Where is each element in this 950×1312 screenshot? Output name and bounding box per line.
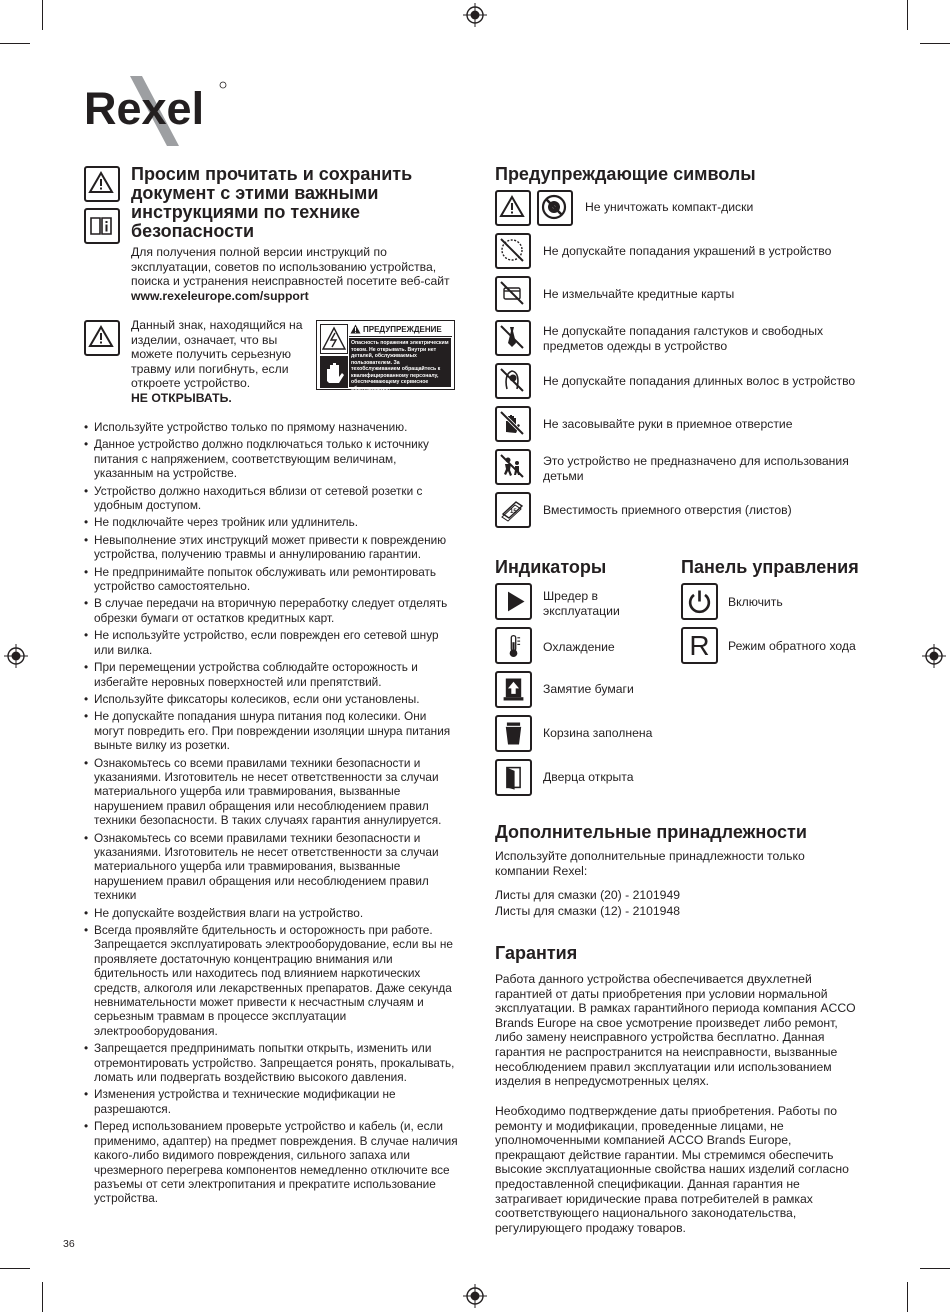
safety-bullet-item: • Не подключайте через тройник или удлинитель. — [84, 515, 459, 529]
accessory-item: Листы для смазки (12) - 2101948 — [495, 904, 681, 918]
no-long-hair-icon — [495, 363, 531, 399]
safety-bullet-item: • При перемещении устройства соблюдайте осторожность и избегайте неровных поверхностей или препятствий. — [84, 660, 459, 689]
bin-full-icon — [495, 715, 532, 752]
warranty-paragraph: Работа данного устройства обеспечивается двухлетней гарантией от даты приобретения при условии нормальной эксплуатации. В рамках гарантийного периода компания ACCO Brands Europe на свое усмотрение произведет либо ремонт, либо замену неисправного устройства бесплатно. Данная гарантия не распространится на неисправности, вызванные несоблюдением правил эксплуатации или использованием изделия в непредусмотренных целях. — [495, 972, 856, 1089]
safety-intro: Для получения полной версии инструкций по эксплуатации, советов по использованию устройства, поиска и устранения неисправностей посетите веб-сайт www.rexeleurope.com/support — [131, 245, 450, 303]
safety-bullet-list — [84, 420, 459, 1209]
no-tie-icon — [495, 320, 531, 356]
safety-bullet-item: • Не допускайте попадания шнура питания под колесики. Они могут повредить его. При повреждении изоляции шнура питания выньте вилку из розетки. — [84, 709, 459, 752]
sheet-capacity-icon — [495, 492, 531, 528]
rexel-logo — [84, 76, 229, 146]
paper-jam-icon — [495, 671, 532, 708]
symbol-label: Не измельчайте кредитные карты — [543, 287, 735, 301]
play-icon — [495, 583, 532, 620]
control-panel-title: Панель управления — [681, 557, 859, 577]
do-not-open: НЕ ОТКРЫВАТЬ. — [131, 390, 232, 405]
accessory-item: Листы для смазки (20) - 2101949 — [495, 888, 681, 902]
warranty-title: Гарантия — [495, 943, 578, 963]
no-hands-icon — [495, 406, 531, 442]
power-icon — [681, 583, 718, 620]
symbol-label: Это устройство не предназначено для использования детьми — [543, 454, 849, 483]
label-text: Опасность поражения электрическим током. Не открывать. Внутри нет деталей, обслуживаемых пользователем. За техобслуживанием обращайтесь к квалифицированному персоналу, обеспечивающему сервисное обслуживание. — [351, 340, 449, 392]
indicator-label: Замятие бумаги — [543, 682, 634, 696]
safety-bullet-item: • Изменения устройства и технические модификации не разрешаются. — [84, 1087, 459, 1116]
safety-bullet-item: • Невыполнение этих инструкций может привести к повреждению устройства, получению травмы и аннулированию гарантии. — [84, 533, 459, 562]
registration-mark-icon — [922, 644, 946, 668]
warning-label — [316, 320, 455, 390]
page-number: 36 — [63, 1238, 75, 1250]
crop-mark — [0, 43, 30, 44]
electric-shock-icon — [320, 324, 348, 354]
door-open-icon — [495, 759, 532, 796]
logo-text: Rexel — [84, 83, 205, 134]
indicator-label: Дверца открыта — [543, 770, 634, 784]
control-label: Включить — [728, 595, 783, 609]
indicator-label: Корзина заполнена — [543, 726, 653, 740]
label-title: ПРЕДУПРЕЖДЕНИЕ — [363, 325, 442, 334]
crop-mark — [920, 43, 950, 44]
symbol-label: Не допускайте попадания длинных волос в устройство — [543, 374, 856, 388]
warning-text: Данный знак, находящийся на изделии, означает, что вы можете получить серьезную травму или погибнуть, если откроете устройство. НЕ ОТКРЫВАТЬ. — [131, 318, 303, 405]
accessories-intro: Используйте дополнительные принадлежности только компании Rexel: — [495, 849, 805, 878]
warning-triangle-icon — [495, 190, 531, 226]
svg-text:15: 15 — [510, 509, 517, 515]
registration-mark-icon — [463, 1284, 487, 1308]
support-link[interactable]: www.rexeleurope.com/support — [131, 288, 309, 303]
symbol-label: Не уничтожать компакт-диски — [585, 200, 754, 214]
safety-bullet-item: • Перед использованием проверьте устройство и кабель (и, если применимо, адаптер) на предмет повреждения. В случае наличия какого-либо видимого повреждения, сильного запаха или чрезмерного перегрева компонентов немедленно отключите все разъемы от сети электропитания и прекратите использование устройства. — [84, 1119, 459, 1205]
safety-bullet-item: • Устройство должно находиться вблизи от сетевой розетки с удобным доступом. — [84, 484, 459, 513]
safety-bullet-item: • Ознакомьтесь со всеми правилами техники безопасности и указаниями. Изготовитель не несет ответственности за случаи материального ущерба или травмирования, вызванные нарушением правил обращения или несоблюдением правил техники безопасности. В таких случаях гарантия аннулируется. — [84, 756, 459, 828]
safety-bullet-item: • Данное устройство должно подключаться только к источнику питания с напряжением, соответствующим величинам, указанным на устройстве. — [84, 437, 459, 480]
registration-mark-icon — [463, 3, 487, 27]
hand-hazard-icon — [320, 356, 348, 388]
thermometer-icon — [495, 627, 532, 664]
symbol-label: Не засовывайте руки в приемное отверстие — [543, 417, 793, 431]
crop-mark — [42, 0, 43, 30]
safety-bullet-item: • Всегда проявляйте бдительность и осторожность при работе. Запрещается эксплуатировать электрооборудование, если вы не проявляете достаточную концентрацию внимания или бдительность или находитесь под влиянием наркотических средств, алкоголя или лекарственных препаратов. Даже секунда невнимательности может привести к несчастным случаям и серьезным травмам в процессе эксплуатации электрооборудования. — [84, 923, 459, 1038]
crop-mark — [0, 1268, 30, 1269]
safety-bullet-item: • Не используйте устройство, если поврежден его сетевой шнур или вилка. — [84, 628, 459, 657]
control-label: Режим обратного хода — [728, 639, 856, 653]
no-jewelry-icon — [495, 233, 531, 269]
symbol-label: Вместимость приемного отверстия (листов) — [543, 503, 792, 517]
reverse-icon — [681, 627, 718, 664]
symbols-title: Предупреждающие символы — [495, 164, 756, 184]
no-children-icon — [495, 449, 531, 485]
registration-mark-icon — [4, 644, 28, 668]
crop-mark — [920, 1268, 950, 1269]
safety-bullet-item: • Используйте устройство только по прямому назначению. — [84, 420, 459, 434]
crop-mark — [907, 0, 908, 30]
indicators-title: Индикаторы — [495, 557, 607, 577]
symbol-label: Не допускайте попадания украшений в устройство — [543, 244, 832, 258]
warning-triangle-icon — [350, 324, 361, 334]
symbol-label: Не допускайте попадания галстуков и свободных предметов одежды в устройство — [543, 324, 824, 353]
indicator-label: Шредер в эксплуатации — [543, 589, 620, 618]
safety-bullet-item: • Ознакомьтесь со всеми правилами техники безопасности и указаниями. Изготовитель не несет ответственности за случаи материального ущерба или травмирования, вызванные нарушением правил обращения или несоблюдением правил техники — [84, 831, 459, 903]
safety-bullet-item: • В случае передачи на вторичную переработку следует отделять обрезки бумаги от остатков кредитных карт. — [84, 596, 459, 625]
no-credit-card-icon — [495, 276, 531, 312]
reverse-glyph: R — [689, 630, 710, 661]
crop-mark — [907, 1282, 908, 1312]
no-cd-icon — [537, 190, 573, 226]
safety-title: Просим прочитать и сохранить документ с этими важными инструкциями по технике безопасности — [131, 164, 413, 241]
safety-bullet-item: • Не допускайте воздействия влаги на устройство. — [84, 906, 459, 920]
warning-triangle-icon — [84, 166, 120, 202]
safety-bullet-item: • Запрещается предпринимать попытки открыть, изменить или отремонтировать устройство. Запрещается ронять, прокалывать, ломать или подвергать воздействию высокого давления. — [84, 1041, 459, 1084]
indicator-label: Охлаждение — [543, 640, 615, 654]
crop-mark — [42, 1282, 43, 1312]
read-manual-icon — [84, 208, 120, 244]
safety-bullet-item: • Не предпринимайте попыток обслуживать или ремонтировать устройство самостоятельно. — [84, 565, 459, 594]
safety-bullet-item: • Используйте фиксаторы колесиков, если они установлены. — [84, 692, 459, 706]
warranty-paragraph: Необходимо подтверждение даты приобретения. Работы по ремонту и модификации, проведенные лицами, не уполномоченными компанией ACCO Brands Europe, прекращают действие гарантии. Мы стремимся обеспечить высокие эксплуатационные свойства наших изделий согласно предоставленной спецификации. Данная гарантия не затрагивает юридические права потребителей в рамках соответствующего национального законодательства, регулирующего продажу товаров. — [495, 1104, 849, 1235]
warning-triangle-icon — [84, 320, 120, 356]
accessories-title: Дополнительные принадлежности — [495, 822, 807, 842]
